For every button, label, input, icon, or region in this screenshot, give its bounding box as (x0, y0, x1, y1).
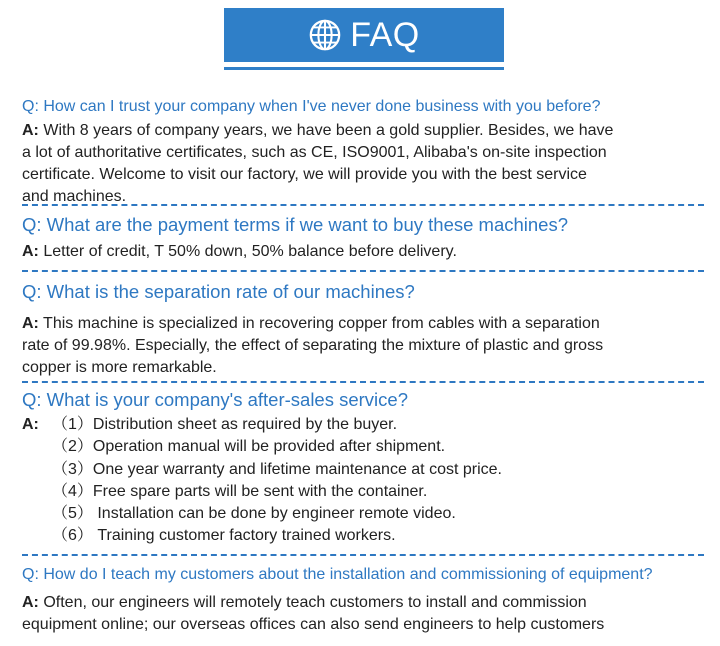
faq-answer-1 (22, 120, 702, 208)
answer-line: With 8 years of company years, we have been a gold supplier. Besides, we have (38, 122, 614, 139)
faq-banner (224, 8, 504, 72)
list-item: （4）Free spare parts will be sent with the container. (52, 482, 428, 500)
divider (22, 270, 704, 272)
faq-answer-2 (22, 241, 702, 263)
answer-line: rate of 99.98%. Especially, the effect of separating the mixture of plastic and gross (22, 337, 604, 354)
answer-prefix: A: (22, 315, 39, 332)
answer-prefix: A: (22, 122, 39, 139)
divider (22, 204, 704, 206)
divider (22, 381, 704, 383)
answer-line: This machine is specialized in recovering copper from cables with a separation (38, 315, 600, 332)
list-item: （2）Operation manual will be provided after shipment. (52, 438, 446, 456)
faq-question-4: Q: What is your company's after-sales service? (22, 389, 408, 410)
faq-question-1: Q: How can I trust your company when I've never done business with you before? (22, 98, 601, 115)
answer-line: and machines. (22, 188, 127, 205)
answer-line: a lot of authoritative certificates, such as CE, ISO9001, Alibaba's on-site inspection (22, 144, 607, 161)
faq-question-5: Q: How do I teach my customers about the installation and commissioning of equipment? (22, 566, 653, 583)
faq-question-3: Q: What is the separation rate of our machines? (22, 281, 415, 302)
answer-prefix: A: (22, 243, 39, 260)
faq-answer-3 (22, 313, 702, 379)
banner-underline (224, 67, 504, 70)
faq-answer-4 (22, 414, 702, 548)
faq-answer-5 (22, 592, 702, 636)
globe-icon (308, 18, 342, 52)
faq-question-2: Q: What are the payment terms if we want to buy these machines? (22, 214, 569, 235)
answer-line: equipment online; our overseas offices can also send engineers to help customers (22, 616, 605, 633)
list-item: （5） Installation can be done by engineer remote video. (52, 505, 456, 523)
answer-line: Often, our engineers will remotely teach customers to install and commission (38, 594, 587, 611)
page-title: FAQ (350, 15, 420, 54)
list-item: （3）One year warranty and lifetime maintenance at cost price. (52, 460, 502, 478)
answer-prefix: A: (22, 416, 39, 433)
list-item: （1）Distribution sheet as required by the buyer. (52, 416, 398, 433)
answer-line: certificate. Welcome to visit our factory, we will provide you with the best service (22, 166, 587, 183)
answer-line: Letter of credit, T 50% down, 50% balance before delivery. (38, 243, 457, 260)
list-item: （6） Training customer factory trained workers. (52, 527, 396, 545)
answer-prefix: A: (22, 594, 39, 611)
faq-banner-box (224, 8, 504, 62)
answer-line: copper is more remarkable. (22, 359, 217, 376)
divider (22, 554, 704, 556)
